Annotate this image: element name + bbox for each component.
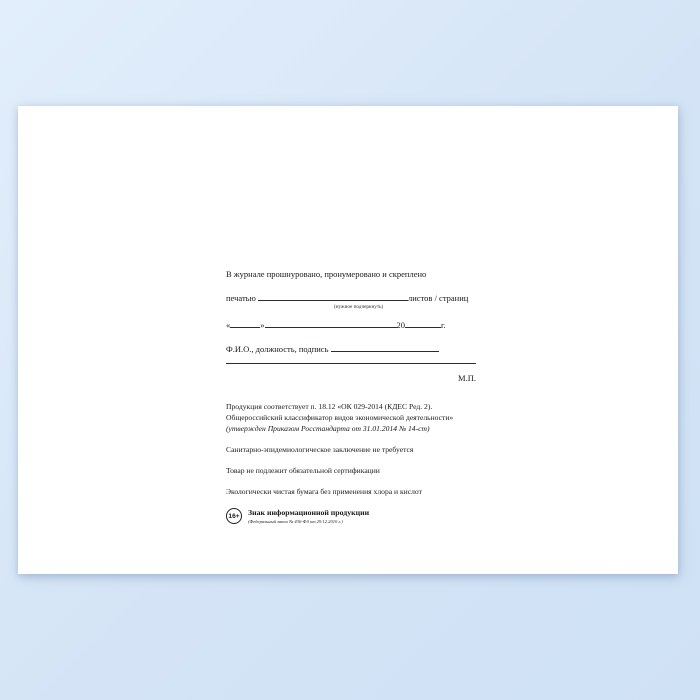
date-quote-close: » — [260, 319, 265, 330]
age-rating-block — [226, 508, 556, 524]
date-day-rule — [230, 327, 260, 328]
sanitary-note: Санитарно-эпидемиологическое заключение не требуется — [226, 444, 414, 454]
seal-fill-rule — [258, 300, 408, 301]
conformity-line-3: (утвержден Приказом Росстандарта от 31.01.2014 № 14-ст) — [226, 423, 430, 433]
underline-needed-note: (нужное подчеркнуть) — [334, 304, 384, 311]
date-month-rule — [265, 327, 397, 328]
date-year-suffix: г. — [441, 319, 446, 330]
sheets-pages-label: листов / страниц — [408, 292, 469, 303]
age-rating-law: (Федеральный закон № 436-ФЗ от 29.12.2010 г.) — [248, 518, 343, 524]
seal-label: печатью — [226, 292, 256, 303]
stamp-place-label: М.П. — [458, 373, 476, 384]
date-year-prefix: 20 — [396, 319, 405, 330]
signature-rule — [331, 351, 439, 352]
section-spacer — [226, 383, 556, 402]
date-line — [226, 320, 556, 331]
signature-second-rule — [226, 363, 476, 364]
conformity-line-1: Продукция соответствует п. 18.12 «ОК 029-2014 (КДЕС Ред. 2). — [226, 402, 433, 412]
certification-note: Товар не подлежит обязательной сертификации — [226, 465, 380, 475]
age-badge-icon: 16+ — [226, 508, 242, 524]
signature-line — [226, 344, 556, 355]
date-year-rule — [405, 327, 441, 328]
date-quote-open: « — [226, 319, 231, 330]
document-sheet — [18, 106, 678, 574]
journal-statement-line: В журнале прошнуровано, пронумеровано и скреплено — [226, 269, 427, 279]
ecology-note: Экологически чистая бумага без применения хлора и кислот — [226, 486, 422, 496]
signature-label: Ф.И.О., должность, подпись — [226, 343, 329, 354]
age-rating-title: Знак информационной продукции — [248, 507, 370, 517]
conformity-line-2: Общероссийский классификатор видов экономической деятельности» — [226, 413, 454, 423]
seal-line — [226, 293, 556, 304]
document-content — [226, 269, 556, 524]
age-rating-text — [248, 509, 369, 524]
